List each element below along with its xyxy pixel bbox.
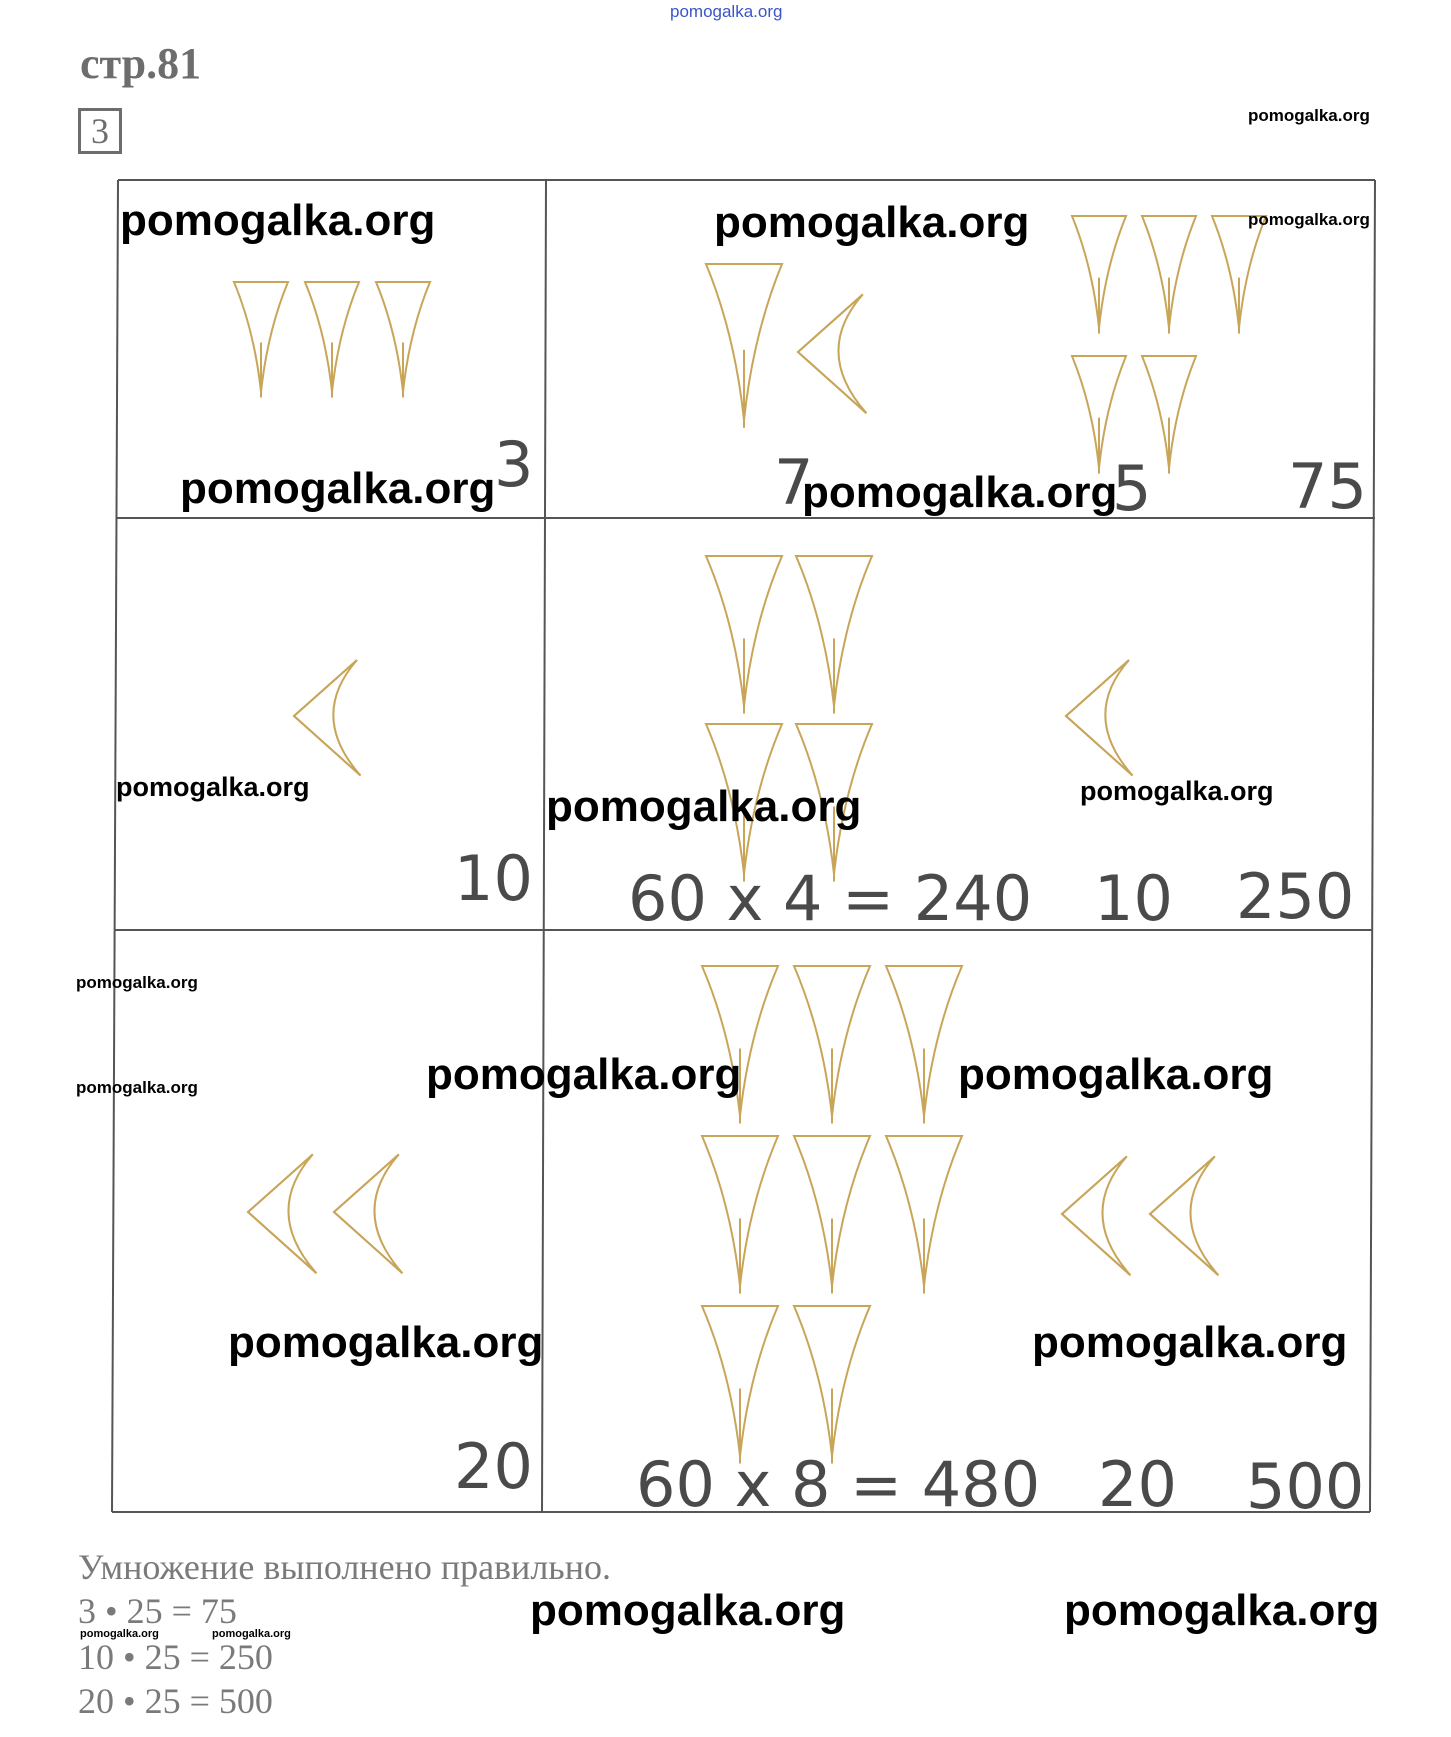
site-watermark-top: pomogalka.org [670, 2, 783, 21]
ten-wedge-icon [1150, 1156, 1218, 1275]
answer-line: 20 • 25 = 500 [78, 1681, 273, 1721]
watermark: pomogalka.org [1248, 210, 1370, 229]
row3-left-value: 20 [454, 1430, 533, 1503]
row3-equation: 60 x 8 = 480 [636, 1448, 1041, 1521]
ten-wedge-icon [334, 1154, 402, 1273]
row1-result: 75 [1288, 450, 1367, 523]
page-label: стр.81 [80, 39, 202, 88]
watermark: pomogalka.org [1080, 776, 1274, 806]
cuneiform-glyphs [234, 216, 1266, 1464]
ten-wedge-icon [248, 1154, 316, 1273]
row2-left-value: 10 [454, 842, 533, 915]
ten-wedge-icon [334, 1154, 402, 1273]
row3-value-tens: 20 [1098, 1448, 1177, 1521]
row2-value-tens: 10 [1094, 862, 1173, 935]
watermark: pomogalka.org [120, 196, 436, 245]
ten-wedge-icon [294, 660, 361, 776]
row1-left-value: 3 [494, 428, 534, 501]
watermark: pomogalka.org [116, 772, 310, 802]
ten-wedge-icon [294, 660, 361, 776]
watermark: pomogalka.org [1032, 1318, 1348, 1367]
ten-wedge-icon [1062, 1156, 1130, 1275]
answer-line: 10 • 25 = 250 [78, 1637, 273, 1677]
row1-value-tens: 7 [774, 446, 814, 519]
ten-wedge-icon [798, 294, 866, 413]
watermark: pomogalka.org [546, 782, 862, 831]
ten-wedge-icon [1062, 1156, 1130, 1275]
watermark: pomogalka.org [212, 1628, 291, 1640]
task-number-box: 3 [78, 108, 122, 154]
answer-statement: Умножение выполнено правильно. [78, 1547, 611, 1587]
row2-equation: 60 x 4 = 240 [628, 862, 1033, 935]
ten-wedge-icon [1150, 1156, 1218, 1275]
watermark: pomogalka.org [228, 1318, 544, 1367]
ten-wedge-icon [798, 294, 866, 413]
ten-wedge-icon [1066, 660, 1133, 776]
watermark: pomogalka.org [76, 973, 198, 992]
watermark: pomogalka.org [426, 1050, 742, 1099]
watermark: pomogalka.org [76, 1078, 198, 1097]
watermark: pomogalka.org [530, 1586, 846, 1635]
row1-value-units: 5 [1112, 452, 1152, 525]
ten-wedge-icon [1066, 660, 1133, 776]
watermark: pomogalka.org [958, 1050, 1274, 1099]
watermark: pomogalka.org [714, 198, 1030, 247]
watermark: pomogalka.org [1248, 106, 1370, 125]
answer-line: 3 • 25 = 75 [78, 1591, 237, 1631]
watermark: pomogalka.org [802, 468, 1118, 517]
row3-result: 500 [1246, 1450, 1365, 1523]
watermark: pomogalka.org [1064, 1586, 1380, 1635]
watermark: pomogalka.org [80, 1628, 159, 1640]
row2-result: 250 [1236, 860, 1355, 933]
watermark: pomogalka.org [180, 464, 496, 513]
ten-wedge-icon [248, 1154, 316, 1273]
